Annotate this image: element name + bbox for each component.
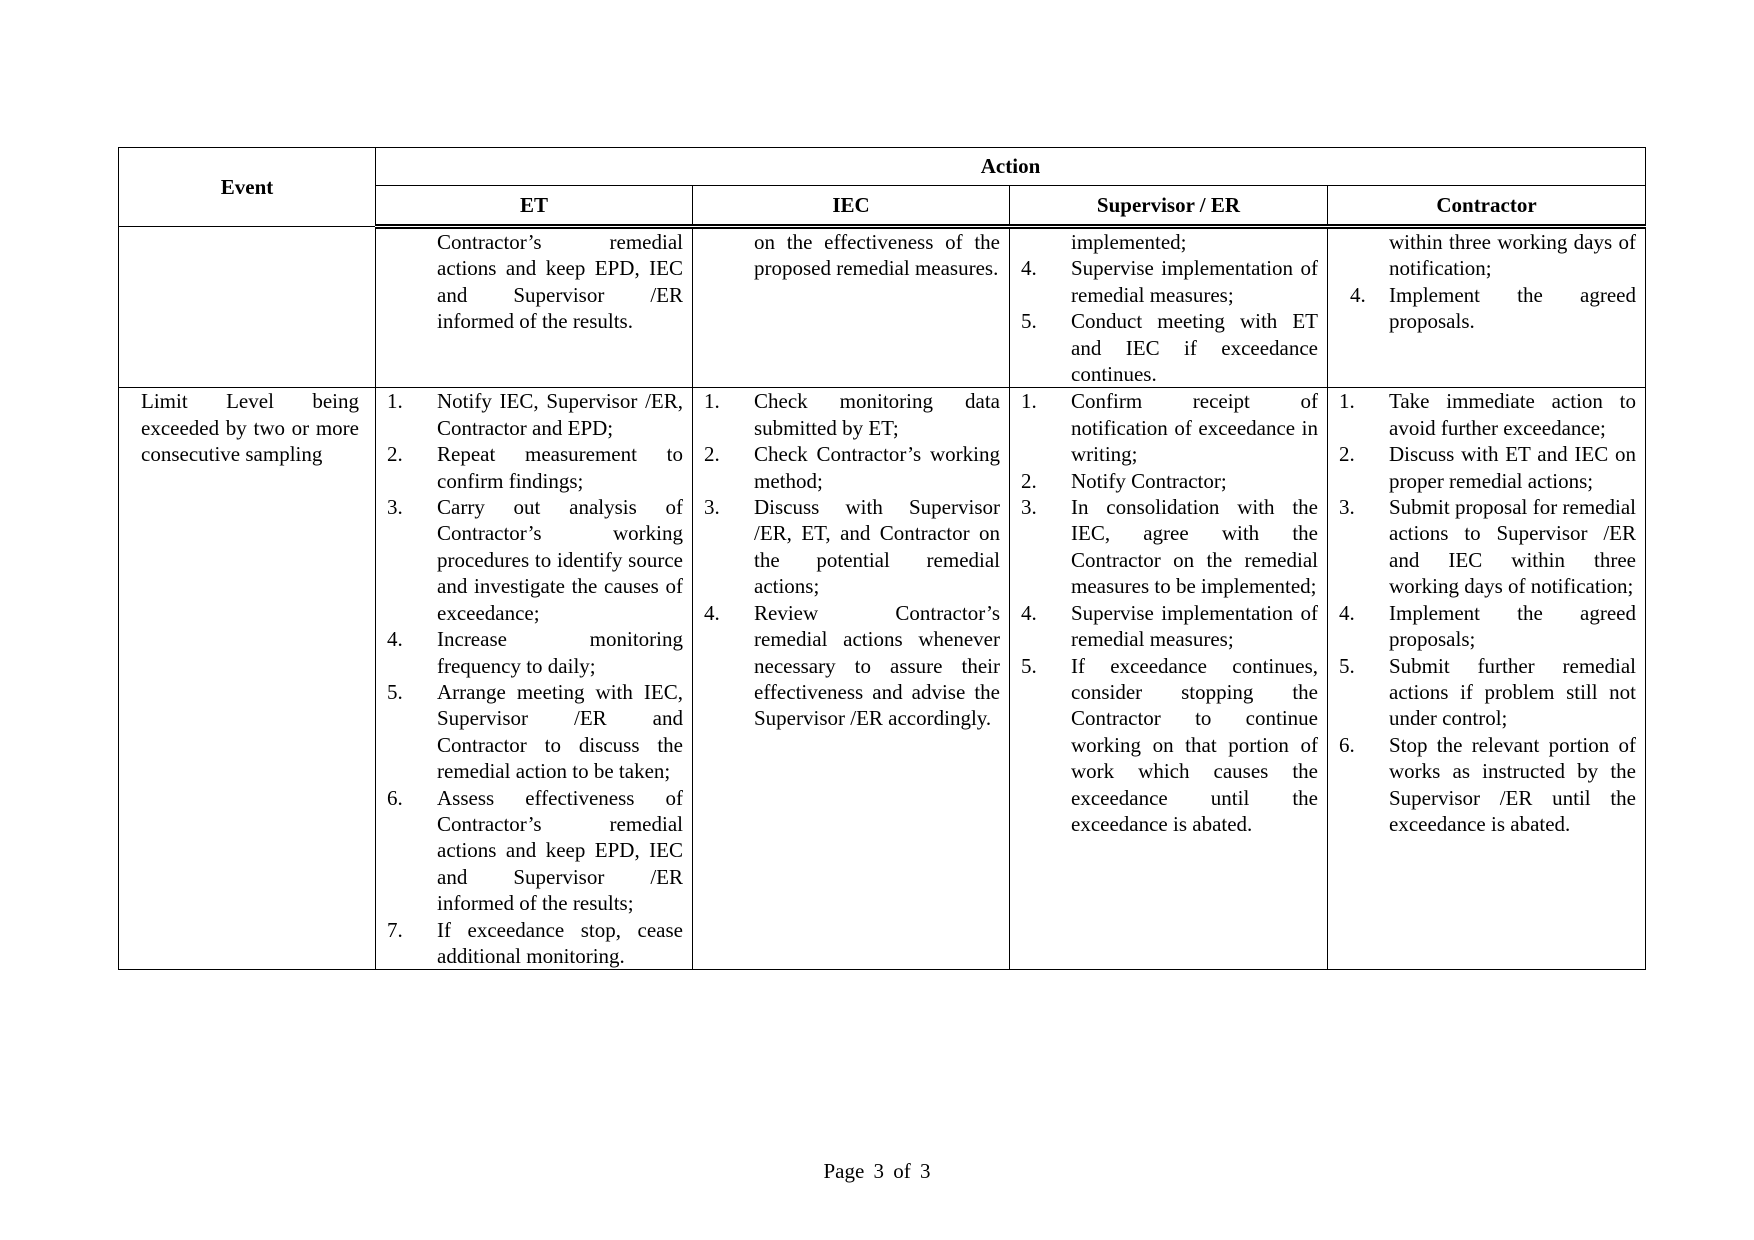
item-text: Implement the agreed proposals; [1389,600,1636,652]
item-text: Stop the relevant portion of works as instructed by the Supervisor /ER until the exceedance is abated. [1389,732,1636,836]
item-text: Repeat measurement to confirm findings; [437,442,683,493]
item-number: 3. [1021,495,1037,520]
item-text: Check monitoring data submitted by ET; [754,389,1000,440]
event-header: Event [119,148,376,227]
list-item [1010,494,1327,600]
list-item [693,494,1009,600]
et-action-list [376,388,692,969]
list-item [1328,494,1645,600]
item-number: 2. [704,442,720,467]
list-item [1328,282,1645,335]
item-number: 3. [704,495,720,520]
item-number: 5. [387,679,403,704]
item-text: Supervise implementation of remedial measures; [1071,256,1318,307]
item-text: Review Contractor’s remedial actions whenever necessary to assure their effectiveness and advise the Supervisor /ER accordingly. [754,600,1000,731]
iec-cell [693,227,1010,388]
item-number: 3. [387,495,403,520]
action-plan-table [118,147,1646,970]
item-number: 1. [387,389,403,414]
item-number: 2. [387,442,403,467]
list-item [1010,255,1327,308]
event-cell [119,388,376,970]
item-number: 3. [1339,495,1355,520]
item-text: If exceedance continues, consider stopping the Contractor to continue working on that portion of work which causes the exceedance until the exceedance is abated. [1071,653,1318,836]
item-number: 2. [1021,468,1037,493]
item-number: 5. [1339,653,1355,678]
item-text: on the effectiveness of the proposed remedial measures. [754,230,1000,281]
list-item [1328,441,1645,494]
list-item [376,388,692,441]
list-item [693,441,1009,494]
item-number: 2. [1339,442,1355,467]
item-text: Increase monitoring frequency to daily; [437,627,683,678]
item-text: Notify Contractor; [1071,468,1227,493]
list-item [376,917,692,970]
et-cell [376,227,693,388]
action-header: Action [376,148,1646,186]
iec-action-list [693,229,1009,282]
item-number: 4. [387,627,403,652]
item-text: Arrange meeting with IEC, Supervisor /ER and Contractor to discuss the remedial action to be taken; [437,679,683,784]
list-item [693,600,1009,732]
item-number: 1. [1021,389,1037,414]
iec-action-list [693,388,1009,731]
contractor-cell [1328,227,1646,388]
contractor-action-list [1328,229,1645,335]
list-item [1010,308,1327,387]
item-number: 1. [704,389,720,414]
et-header: ET [376,186,693,227]
supervisor-cell [1010,388,1328,970]
item-text: Supervise implementation of remedial measures; [1071,600,1318,652]
table-body [119,227,1646,970]
item-number: 4. [1350,282,1366,307]
supervisor-action-list [1010,229,1327,387]
item-text: implemented; [1071,230,1187,254]
iec-header: IEC [693,186,1010,227]
et-cell [376,388,693,970]
contractor-cell [1328,388,1646,970]
page-number: Page 3 of 3 [823,1159,931,1183]
list-item [693,388,1009,441]
iec-cell [693,388,1010,970]
item-text: Take immediate action to avoid further exceedance; [1389,389,1636,440]
list-item [376,785,692,917]
item-text: Assess effectiveness of Contractor’s remedial actions and keep EPD, IEC and Supervisor /ER informed of the results; [437,785,683,916]
list-item [376,229,692,335]
item-number: 5. [1021,653,1037,678]
item-text: Implement the agreed proposals. [1389,282,1636,334]
list-item [1328,653,1645,732]
item-text: In consolidation with the IEC, agree with the Contractor on the remedial measures to be implemented; [1071,495,1318,599]
list-item [1010,468,1327,494]
list-item [1328,600,1645,653]
item-text: within three working days of notification; [1389,230,1636,281]
item-number: 4. [1021,256,1037,281]
item-number: 7. [387,917,403,942]
item-text: Discuss with Supervisor /ER, ET, and Contractor on the potential remedial actions; [754,495,1000,599]
item-text: Conduct meeting with ET and IEC if exceedance continues. [1071,309,1318,387]
list-item [376,494,692,626]
list-item [1010,229,1327,255]
item-number: 5. [1021,309,1037,334]
contractor-header: Contractor [1328,186,1646,227]
contractor-action-list [1328,388,1645,837]
list-item [376,441,692,494]
supervisor-cell [1010,227,1328,388]
supervisor-header: Supervisor / ER [1010,186,1328,227]
item-number: 6. [1339,732,1355,757]
item-text: Discuss with ET and IEC on proper remedial actions; [1389,442,1636,493]
table-row [119,388,1646,970]
list-item [1010,388,1327,467]
supervisor-action-list [1010,388,1327,837]
item-text: Submit proposal for remedial actions to Supervisor /ER and IEC within three working days of notification; [1389,495,1636,599]
list-item [1328,388,1645,441]
table-row [119,227,1646,388]
item-text: Carry out analysis of Contractor’s working procedures to identify source and investigate the causes of exceedance; [437,495,683,625]
item-number: 4. [1339,600,1355,625]
list-item [1328,229,1645,282]
item-number: 1. [1339,389,1355,414]
list-item [693,229,1009,282]
et-action-list [376,229,692,335]
item-number: 4. [1021,600,1037,625]
event-text: Limit Level being exceeded by two or more consecutive sampling [141,389,359,467]
list-item [1010,653,1327,838]
item-text: Contractor’s remedial actions and keep EPD, IEC and Supervisor /ER informed of the results. [437,230,683,334]
item-text: Check Contractor’s working method; [754,442,1000,493]
list-item [1328,732,1645,838]
event-cell [119,227,376,388]
item-text: If exceedance stop, cease additional monitoring. [437,917,683,968]
list-item [376,679,692,785]
item-text: Confirm receipt of notification of exceedance in writing; [1071,389,1318,467]
list-item [376,626,692,679]
item-number: 4. [704,600,720,625]
list-item [1010,600,1327,653]
item-text: Submit further remedial actions if problem still not under control; [1389,653,1636,731]
item-text: Notify IEC, Supervisor /ER, Contractor and EPD; [437,389,683,440]
item-number: 6. [387,785,403,810]
